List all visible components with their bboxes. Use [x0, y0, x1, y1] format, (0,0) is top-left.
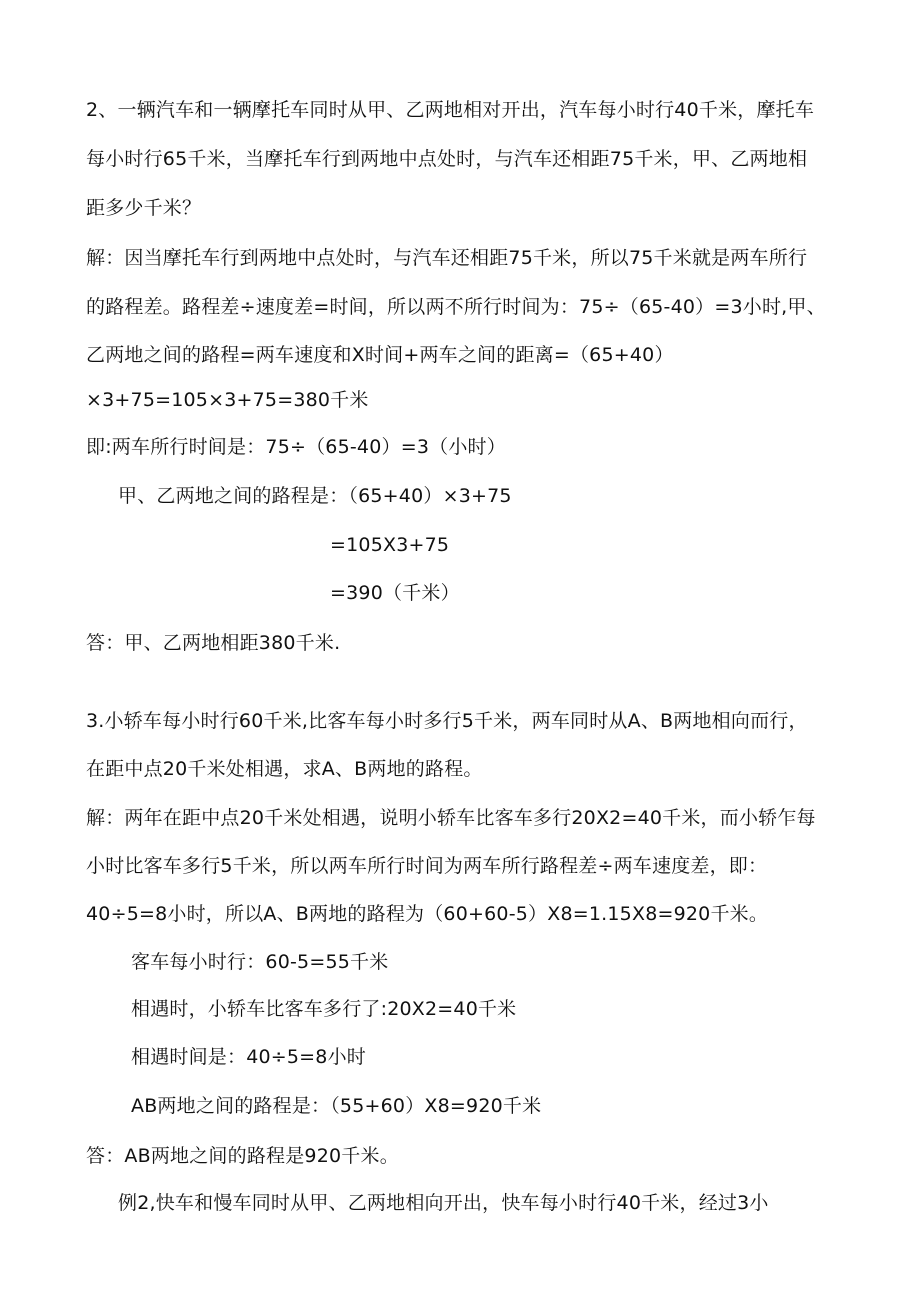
problem3-calc-line-3: 相遇时间是：40÷5=8小时 [131, 1046, 366, 1068]
problem2-calc-line-4: =390（千米） [330, 582, 460, 604]
problem3-solution-line-3: 40÷5=8小时，所以A、B两地的路程为（60+60-5）X8=1.15X8=920千米。 [86, 903, 769, 925]
problem2-calc-line-2: 甲、乙两地之间的路程是：（65+40）×3+75 [118, 485, 512, 507]
example2-question-line-1: 例2,快车和慢车同时从甲、乙两地相向开出，快车每小时行40千米，经过3小 [118, 1192, 769, 1214]
problem2-question-line-2: 每小时行65千米，当摩托车行到两地中点处时，与汽车还相距75千米，甲、乙两地相 [86, 148, 808, 170]
problem3-solution-line-2: 小时比客车多行5千米，所以两车所行时间为两车所行路程差÷两车速度差，即： [86, 855, 768, 877]
problem3-question-line-2: 在距中点20千米处相遇，求A、B两地的路程。 [86, 758, 483, 780]
problem2-question-line-3: 距多少千米？ [86, 197, 202, 219]
problem2-calc-line-1: 即:两车所行时间是：75÷（65-40）=3（小时） [86, 436, 506, 458]
problem2-solution-line-3: 乙两地之间的路程=两车速度和X时间+两车之间的距离=（65+40） [86, 344, 674, 366]
problem2-calc-line-3: =105X3+75 [330, 534, 450, 556]
problem2-solution-line-4: ×3+75=105×3+75=380千米 [86, 389, 369, 411]
problem2-solution-line-1: 解：因当摩托车行到两地中点处时，与汽车还相距75千米，所以75千米就是两车所行 [86, 247, 808, 269]
problem3-calc-line-2: 相遇时，小轿车比客车多行了:20X2=40千米 [131, 998, 517, 1020]
problem3-calc-line-1: 客车每小时行：60-5=55千米 [131, 951, 389, 973]
problem2-question-line-1: 2、一辆汽车和一辆摩托车同时从甲、乙两地相对开出，汽车每小时行40千米，摩托车 [86, 99, 815, 121]
problem3-solution-line-1: 解：两年在距中点20千米处相遇，说明小轿车比客车多行20X2=40千米，而小轿乍每 [86, 807, 816, 829]
problem2-solution-line-2: 的路程差。路程差÷速度差=时间，所以两不所行时间为：75÷（65-40）=3小时,甲、 [86, 296, 826, 318]
problem3-calc-line-4: AB两地之间的路程是：（55+60）X8=920千米 [131, 1095, 542, 1117]
problem2-answer: 答：甲、乙两地相距380千米. [86, 632, 341, 654]
problem3-question-line-1: 3.小轿车每小时行60千米,比客车每小时多行5千米，两车同时从A、B两地相向而行， [86, 710, 808, 732]
problem3-answer: 答：AB两地之间的路程是920千米。 [86, 1145, 399, 1167]
